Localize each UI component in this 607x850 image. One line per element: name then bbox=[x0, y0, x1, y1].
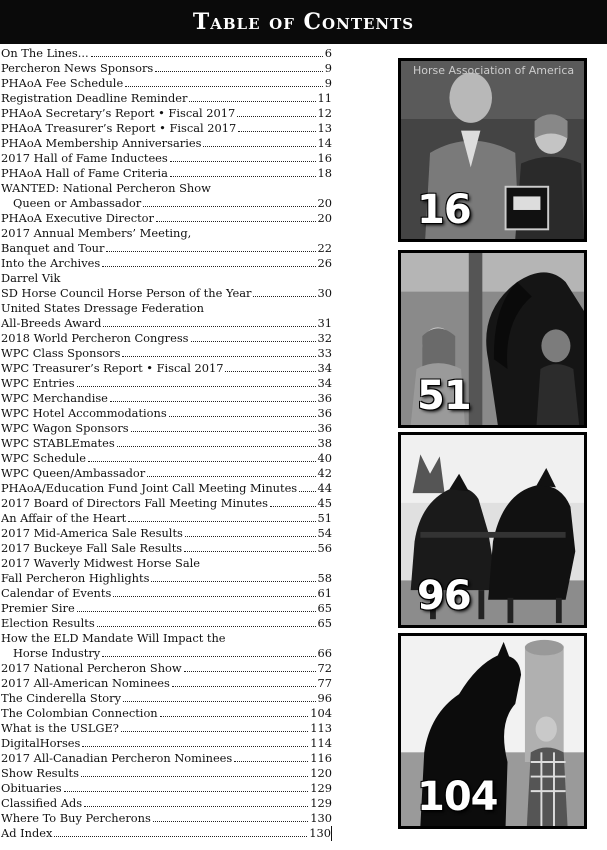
toc-entry-title: Election Results bbox=[1, 616, 95, 630]
toc-entry[interactable] bbox=[1, 601, 332, 616]
toc-entry-title: Percheron News Sponsors bbox=[1, 61, 154, 75]
toc-entry[interactable] bbox=[1, 421, 332, 436]
dot-leader bbox=[151, 581, 315, 582]
toc-entry[interactable] bbox=[1, 346, 332, 361]
toc-entry-title: Ad Index bbox=[1, 826, 53, 840]
toc-entry[interactable] bbox=[1, 376, 332, 391]
toc-entry-page: 72 bbox=[317, 661, 332, 675]
toc-entry-title: Queen or Ambassador bbox=[13, 196, 142, 210]
toc-entry-title: PHAoA Treasurer’s Report • Fiscal 2017 bbox=[1, 121, 237, 135]
toc-entry[interactable] bbox=[1, 436, 332, 451]
toc-entry-page: 34 bbox=[317, 361, 332, 375]
photo-page-number: 16 bbox=[417, 187, 471, 233]
dot-leader bbox=[64, 791, 309, 792]
dot-leader bbox=[131, 431, 316, 432]
dot-leader bbox=[82, 746, 308, 747]
toc-entry-title: DigitalHorses bbox=[1, 736, 81, 750]
toc-entry-title: PHAoA Executive Director bbox=[1, 211, 154, 225]
toc-entry-page: 65 bbox=[317, 616, 332, 630]
toc-entry-page: 42 bbox=[317, 466, 332, 480]
dot-leader bbox=[128, 521, 315, 522]
dot-leader bbox=[106, 251, 315, 252]
toc-entry[interactable] bbox=[1, 211, 332, 226]
dot-leader bbox=[170, 176, 316, 177]
toc-entry-title: PHAoA Fee Schedule bbox=[1, 76, 124, 90]
toc-entry-title: On The Lines... bbox=[1, 46, 89, 60]
toc-entry-page: 96 bbox=[317, 691, 332, 705]
toc-entry-title: Registration Deadline Reminder bbox=[1, 91, 188, 105]
photo-affair-of-the-heart[interactable] bbox=[398, 250, 587, 428]
toc-entry-title: The Cinderella Story bbox=[1, 691, 122, 705]
toc-entry[interactable] bbox=[1, 706, 332, 721]
toc-entry[interactable] bbox=[1, 751, 332, 766]
toc-entry-title: Fall Percheron Highlights bbox=[1, 571, 150, 585]
dot-leader bbox=[191, 341, 316, 342]
toc-entry-page: 54 bbox=[317, 526, 332, 540]
toc-entry-page: 12 bbox=[317, 106, 332, 120]
toc-entry-page: 38 bbox=[317, 436, 332, 450]
toc-entry[interactable] bbox=[1, 391, 332, 406]
toc-entry[interactable] bbox=[1, 451, 332, 466]
dot-leader bbox=[185, 536, 316, 537]
toc-entry-title: PHAoA Secretary’s Report • Fiscal 2017 bbox=[1, 106, 236, 120]
toc-entry-title: 2017 All-Canadian Percheron Nominees bbox=[1, 751, 233, 765]
toc-entry-page: 36 bbox=[317, 406, 332, 420]
toc-entry-page: 65 bbox=[317, 601, 332, 615]
toc-entry-title: WPC Hotel Accommodations bbox=[1, 406, 167, 420]
toc-entry[interactable] bbox=[1, 91, 332, 106]
toc-entry[interactable] bbox=[1, 166, 332, 181]
toc-entry-page: 34 bbox=[317, 376, 332, 390]
dot-leader bbox=[54, 836, 307, 837]
toc-entry[interactable] bbox=[1, 46, 332, 61]
toc-entry[interactable] bbox=[1, 691, 332, 706]
toc-entry-title: WPC Class Sponsors bbox=[1, 346, 121, 360]
dot-leader bbox=[102, 656, 315, 657]
toc-entry[interactable] bbox=[1, 106, 332, 121]
dot-leader bbox=[121, 731, 308, 732]
toc-entry-title: WPC Schedule bbox=[1, 451, 86, 465]
toc-entry[interactable] bbox=[1, 271, 332, 286]
dot-leader bbox=[147, 476, 315, 477]
toc-entry[interactable] bbox=[1, 466, 332, 481]
toc-entry[interactable] bbox=[1, 676, 332, 691]
toc-entry[interactable] bbox=[1, 406, 332, 421]
dot-leader bbox=[170, 161, 316, 162]
toc-entry-title: 2018 World Percheron Congress bbox=[1, 331, 189, 345]
toc-entry-title: 2017 Waverly Midwest Horse Sale bbox=[1, 556, 200, 570]
photo-colombian-connection[interactable] bbox=[398, 633, 587, 829]
toc-entry-title: Horse Industry bbox=[13, 646, 101, 660]
table-of-contents-list bbox=[1, 46, 332, 841]
toc-entry[interactable] bbox=[1, 631, 332, 646]
toc-entry-title: Calendar of Events bbox=[1, 586, 112, 600]
toc-entry-page: 9 bbox=[324, 76, 332, 90]
dot-leader bbox=[155, 71, 322, 72]
toc-entry[interactable] bbox=[1, 721, 332, 736]
dot-leader bbox=[184, 671, 316, 672]
toc-entry[interactable] bbox=[1, 781, 332, 796]
toc-entry-page: 32 bbox=[317, 331, 332, 345]
toc-entry-page: 66 bbox=[317, 646, 332, 660]
toc-entry[interactable] bbox=[1, 811, 332, 826]
dot-leader bbox=[225, 371, 315, 372]
dot-leader bbox=[156, 221, 316, 222]
toc-entry-page: 58 bbox=[317, 571, 332, 585]
toc-entry-title: Banquet and Tour bbox=[1, 241, 105, 255]
dot-leader bbox=[84, 806, 308, 807]
toc-entry[interactable] bbox=[1, 736, 332, 751]
dot-leader bbox=[97, 626, 316, 627]
dot-leader bbox=[169, 416, 316, 417]
toc-entry[interactable] bbox=[1, 361, 332, 376]
dot-leader bbox=[160, 716, 309, 717]
toc-entry-page: 45 bbox=[317, 496, 332, 510]
toc-entry[interactable] bbox=[1, 511, 332, 526]
toc-entry-title: PHAoA/Education Fund Joint Call Meeting Minutes bbox=[1, 481, 298, 495]
toc-entry[interactable] bbox=[1, 301, 332, 316]
toc-entry-title: 2017 Hall of Fame Inductees bbox=[1, 151, 168, 165]
toc-entry[interactable] bbox=[1, 286, 332, 301]
dot-leader bbox=[88, 461, 316, 462]
toc-entry-title: PHAoA Hall of Fame Criteria bbox=[1, 166, 168, 180]
toc-entry-title: 2017 Buckeye Fall Sale Results bbox=[1, 541, 183, 555]
toc-entry-page: 40 bbox=[317, 451, 332, 465]
dot-leader bbox=[103, 326, 315, 327]
toc-entry-page: 77 bbox=[317, 676, 332, 690]
toc-entry-title: Show Results bbox=[1, 766, 79, 780]
toc-entry-page: 113 bbox=[310, 721, 332, 735]
toc-entry-title: 2017 National Percheron Show bbox=[1, 661, 182, 675]
toc-entry[interactable] bbox=[1, 616, 332, 631]
toc-entry[interactable] bbox=[1, 151, 332, 166]
toc-entry[interactable] bbox=[1, 196, 332, 211]
toc-entry-page: 116 bbox=[310, 751, 332, 765]
toc-entry-title: SD Horse Council Horse Person of the Year bbox=[1, 286, 252, 300]
dot-leader bbox=[238, 131, 315, 132]
toc-entry[interactable] bbox=[1, 256, 332, 271]
toc-entry-page: 104 bbox=[310, 706, 332, 720]
toc-entry[interactable] bbox=[1, 496, 332, 511]
toc-entry-title: 2017 Annual Members’ Meeting, bbox=[1, 226, 192, 240]
dot-leader bbox=[125, 86, 323, 87]
toc-entry-page: 13 bbox=[317, 121, 332, 135]
toc-entry[interactable] bbox=[1, 541, 332, 556]
toc-entry-title: Premier Sire bbox=[1, 601, 75, 615]
toc-entry-page: 56 bbox=[317, 541, 332, 555]
toc-entry-page: 129 bbox=[310, 781, 332, 795]
toc-entry-page: 20 bbox=[317, 196, 332, 210]
title-bar bbox=[0, 0, 607, 44]
photo-page-number: 104 bbox=[417, 774, 498, 820]
photo-hall-of-fame[interactable] bbox=[398, 58, 587, 242]
toc-entry-title: WPC Entries bbox=[1, 376, 75, 390]
toc-entry-title: Into the Archives bbox=[1, 256, 101, 270]
toc-entry[interactable] bbox=[1, 796, 332, 811]
dot-leader bbox=[234, 761, 308, 762]
photo-cinderella-story[interactable] bbox=[398, 432, 587, 628]
toc-entry-title: WANTED: National Percheron Show bbox=[1, 181, 211, 195]
dot-leader bbox=[203, 146, 315, 147]
toc-entry-title: WPC Merchandise bbox=[1, 391, 108, 405]
toc-entry-page: 11 bbox=[317, 91, 332, 105]
dot-leader bbox=[113, 596, 315, 597]
dot-leader bbox=[184, 551, 315, 552]
toc-entry-title: WPC Treasurer’s Report • Fiscal 2017 bbox=[1, 361, 224, 375]
toc-entry-title: Obituaries bbox=[1, 781, 62, 795]
dot-leader bbox=[172, 686, 316, 687]
dot-leader bbox=[102, 266, 315, 267]
toc-entry[interactable] bbox=[1, 181, 332, 196]
toc-entry[interactable] bbox=[1, 826, 332, 841]
photo-banner-text: Horse Association of America bbox=[413, 64, 575, 77]
dot-leader bbox=[237, 116, 315, 117]
toc-entry-title: How the ELD Mandate Will Impact the bbox=[1, 631, 226, 645]
toc-entry[interactable] bbox=[1, 136, 332, 151]
toc-entry-title: Classified Ads bbox=[1, 796, 83, 810]
toc-entry-title: What is the USLGE? bbox=[1, 721, 119, 735]
toc-entry-title: Where To Buy Percherons bbox=[1, 811, 151, 825]
toc-entry-page: 129 bbox=[310, 796, 332, 810]
toc-entry[interactable] bbox=[1, 331, 332, 346]
toc-entry-title: United States Dressage Federation bbox=[1, 301, 204, 315]
dot-leader bbox=[189, 101, 315, 102]
toc-entry[interactable] bbox=[1, 481, 332, 496]
toc-entry-page: 36 bbox=[317, 421, 332, 435]
toc-entry-page: 16 bbox=[317, 151, 332, 165]
toc-entry-page: 31 bbox=[317, 316, 332, 330]
toc-entry-page: 30 bbox=[317, 286, 332, 300]
dot-leader bbox=[77, 611, 316, 612]
toc-entry-page: 18 bbox=[317, 166, 332, 180]
toc-entry-title: 2017 Board of Directors Fall Meeting Minutes bbox=[1, 496, 268, 510]
toc-entry-page: 130 bbox=[309, 826, 331, 840]
toc-entry[interactable] bbox=[1, 241, 332, 256]
toc-entry-page: 51 bbox=[317, 511, 332, 525]
toc-entry[interactable] bbox=[1, 121, 332, 136]
toc-entry[interactable] bbox=[1, 766, 332, 781]
dot-leader bbox=[153, 821, 308, 822]
toc-entry-title: WPC Wagon Sponsors bbox=[1, 421, 129, 435]
dot-leader bbox=[117, 446, 316, 447]
dot-leader bbox=[253, 296, 315, 297]
toc-entry-title: WPC Queen/Ambassador bbox=[1, 466, 146, 480]
toc-entry-page: 22 bbox=[317, 241, 332, 255]
toc-entry[interactable] bbox=[1, 61, 332, 76]
dot-leader bbox=[299, 491, 315, 492]
toc-entry-page: 6 bbox=[324, 46, 332, 60]
page-title: Table of Contents bbox=[192, 9, 415, 35]
toc-entry-page: 26 bbox=[317, 256, 332, 270]
dot-leader bbox=[122, 356, 315, 357]
toc-entry-page: 114 bbox=[310, 736, 332, 750]
toc-entry[interactable] bbox=[1, 586, 332, 601]
toc-entry-page: 33 bbox=[317, 346, 332, 360]
toc-entry[interactable] bbox=[1, 571, 332, 586]
toc-entry-title: PHAoA Membership Anniversaries bbox=[1, 136, 202, 150]
toc-entry-page: 61 bbox=[317, 586, 332, 600]
toc-entry-page: 36 bbox=[317, 391, 332, 405]
toc-entry-page: 130 bbox=[310, 811, 332, 825]
dot-leader bbox=[81, 776, 308, 777]
dot-leader bbox=[77, 386, 316, 387]
toc-entry-title: The Colombian Connection bbox=[1, 706, 158, 720]
toc-entry-page: 14 bbox=[317, 136, 332, 150]
toc-entry[interactable] bbox=[1, 226, 332, 241]
toc-entry[interactable] bbox=[1, 316, 332, 331]
toc-entry[interactable] bbox=[1, 556, 332, 571]
toc-entry-page: 44 bbox=[317, 481, 332, 495]
toc-entry-title: All-Breeds Award bbox=[1, 316, 102, 330]
toc-entry-page: 120 bbox=[310, 766, 332, 780]
toc-entry[interactable] bbox=[1, 661, 332, 676]
photo-page-number: 51 bbox=[417, 373, 471, 419]
dot-leader bbox=[270, 506, 316, 507]
toc-entry-title: An Affair of the Heart bbox=[1, 511, 127, 525]
toc-entry-title: Darrel Vik bbox=[1, 271, 61, 285]
toc-entry-page: 9 bbox=[324, 61, 332, 75]
photo-page-number: 96 bbox=[417, 573, 471, 619]
dot-leader bbox=[143, 206, 315, 207]
toc-entry-title: 2017 All-American Nominees bbox=[1, 676, 170, 690]
dot-leader bbox=[123, 701, 315, 702]
toc-entry[interactable] bbox=[1, 526, 332, 541]
toc-entry[interactable] bbox=[1, 646, 332, 661]
dot-leader bbox=[110, 401, 316, 402]
dot-leader bbox=[91, 56, 323, 57]
toc-entry-title: 2017 Mid-America Sale Results bbox=[1, 526, 183, 540]
toc-entry-title: WPC STABLEmates bbox=[1, 436, 115, 450]
toc-entry-page: 20 bbox=[317, 211, 332, 225]
toc-entry[interactable] bbox=[1, 76, 332, 91]
